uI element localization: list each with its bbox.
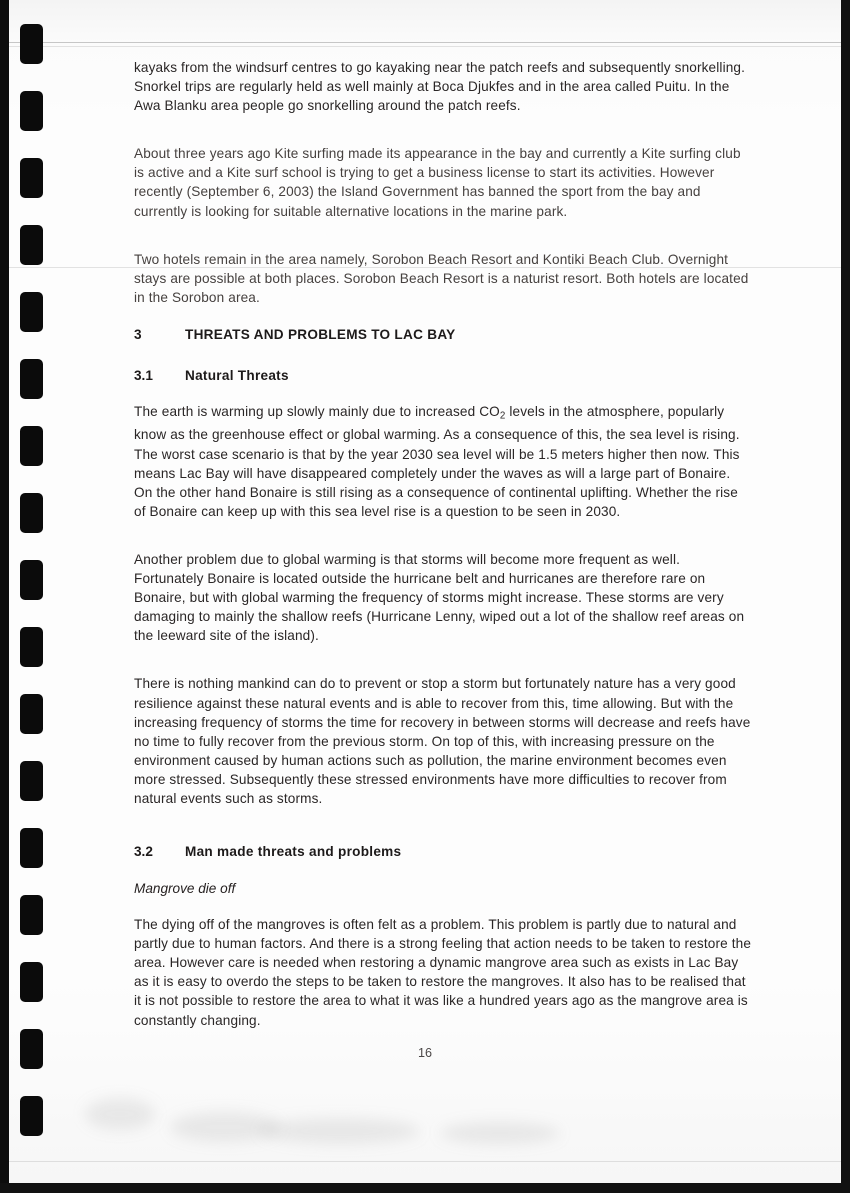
binding-hole bbox=[20, 24, 43, 64]
heading-section-3-2-title: Man made threats and problems bbox=[185, 844, 402, 860]
paragraph-global-warming bbox=[134, 402, 752, 521]
heading-section-3-1-title: Natural Threats bbox=[185, 367, 289, 383]
subheading-mangrove-die-off: Mangrove die off bbox=[134, 881, 236, 897]
scanner-edge-bottom bbox=[0, 1183, 850, 1193]
binding-hole bbox=[20, 560, 43, 600]
page-number: 16 bbox=[417, 1046, 432, 1060]
binding-hole bbox=[20, 627, 43, 667]
scan-smudge bbox=[260, 1118, 420, 1144]
scanner-edge-right bbox=[841, 0, 850, 1193]
binding-hole bbox=[20, 1096, 43, 1136]
scan-seam-line bbox=[9, 42, 841, 43]
paragraph-spacer bbox=[134, 238, 752, 250]
scan-seam-line bbox=[9, 1161, 841, 1162]
heading-section-3 bbox=[134, 327, 752, 342]
paragraph-kitesurfing: About three years ago Kite surfing made its appearance in the bay and currently a Kite surfing club is active and a Kite surf school is trying to get a business license to start its activities. However recently (September 6, 2003) the Island Government has banned the sport from the bay and currently is looking for suitable alternative locations in the marine park. bbox=[134, 146, 741, 219]
paragraph-mangrove: The dying off of the mangroves is often felt as a problem. This problem is partly due to natural and partly due to human factors. And there is a strong feeling that action needs to be taken to restore the area. However care is needed when restoring a dynamic mangrove area such as exists in Lac Bay as it is easy to overdo the steps to be taken to restore the mangroves. It also has to be realised that it is not possible to restore the area to what it was like a hundred years ago as the mangrove area is constantly changing. bbox=[134, 917, 752, 1028]
binding-hole bbox=[20, 493, 43, 533]
heading-section-3-2-number: 3.2 bbox=[134, 844, 153, 860]
binding-hole bbox=[20, 895, 43, 935]
subheading-spacer bbox=[134, 896, 752, 915]
binding-hole bbox=[20, 292, 43, 332]
scanner-edge-left bbox=[0, 0, 9, 1193]
binding-hole bbox=[20, 359, 43, 399]
scan-seam-line bbox=[9, 46, 841, 47]
heading-section-3-2 bbox=[134, 844, 752, 859]
paragraph-kayaks: kayaks from the windsurf centres to go kayaking near the patch reefs and subsequently snorkelling. Snorkel trips are regularly held as well mainly at Boca Djukfes and in the area called Puitu. In the Awa Blanku area people go snorkelling around the patch reefs. bbox=[134, 60, 746, 114]
heading-section-3-1-number: 3.1 bbox=[134, 367, 153, 383]
co2-subscript: 2 bbox=[499, 410, 506, 422]
binding-hole bbox=[20, 158, 43, 198]
binding-holes bbox=[18, 0, 52, 1193]
paragraph-global-warming-suffix: levels in the atmosphere, popularly know as the greenhouse effect or global warming. As a consequence of this, the sea level is rising. The worst case scenario is that by the year 2030 sea level will be 1.5 meters higher then now. This means Lac Bay will have disappeared completely under the waves as will a large part of Bonaire. On the other hand Bonaire is still rising as a consequence of continental uplifting. Whether the rise of Bonaire can keep up with this sea level rise is a question to be seen in 2030. bbox=[134, 403, 740, 519]
heading-section-3-number: 3 bbox=[134, 326, 142, 342]
binding-hole bbox=[20, 1029, 43, 1069]
paragraph-hotels: Two hotels remain in the area namely, Sorobon Beach Resort and Kontiki Beach Club. Overnight stays are possible at both places. Sorobon Beach Resort is a naturist resort. Both hotels are located in the Sorobon area. bbox=[134, 251, 749, 305]
paragraph-spacer bbox=[134, 662, 752, 674]
scan-smudge bbox=[440, 1122, 560, 1144]
scan-smudge bbox=[85, 1098, 155, 1130]
paragraph-spacer bbox=[134, 132, 752, 144]
binding-hole bbox=[20, 828, 43, 868]
paragraph-storms: Another problem due to global warming is that storms will become more frequent as well. Fortunately Bonaire is located outside the hurricane belt and hurricanes are therefore rare on Bonaire, but with global warming the frequency of storms might increase. These storms are very damaging to mainly the shallow reefs (Hurricane Lenny, wiped out a lot of the shallow reef areas on the leeward site of the island). bbox=[134, 551, 745, 644]
paragraph-spacer bbox=[134, 538, 752, 550]
body-text-column bbox=[134, 58, 752, 1047]
binding-hole bbox=[20, 761, 43, 801]
paragraph-global-warming-prefix: The earth is warming up slowly mainly due to increased CO bbox=[134, 403, 500, 419]
binding-hole bbox=[20, 426, 43, 466]
heading-section-3-1 bbox=[134, 368, 752, 383]
heading-section-3-title: THREATS AND PROBLEMS TO LAC BAY bbox=[185, 326, 456, 342]
heading-spacer bbox=[134, 383, 752, 402]
binding-hole bbox=[20, 694, 43, 734]
paragraph-resilience: There is nothing mankind can do to prevent or stop a storm but fortunately nature has a very good resilience against these natural events and is able to recover from this, time allowing. But with the increasing frequency of storms the time for recovery in between storms will decrease and reefs have no time to fully recover from the previous storm. On top of this, with increasing pressure on the environment caused by human actions such as pollution, the marine environment becomes even more stressed. Subsequently these stressed environments have more difficulties to recover from natural events such as storms. bbox=[134, 676, 751, 806]
binding-hole bbox=[20, 91, 43, 131]
binding-hole bbox=[20, 225, 43, 265]
binding-hole bbox=[20, 962, 43, 1002]
